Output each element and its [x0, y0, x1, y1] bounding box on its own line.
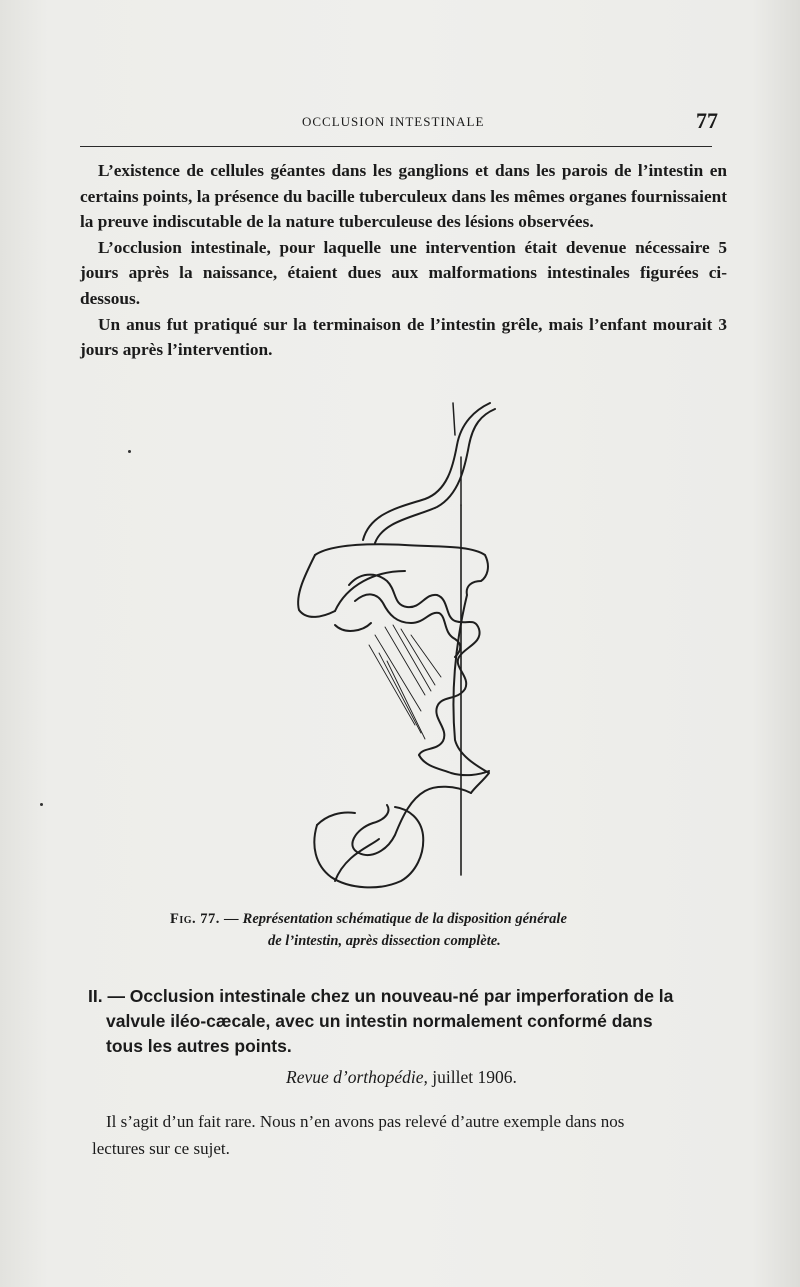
- cecum: [314, 807, 423, 887]
- running-title: OCCLUSION INTESTINALE: [302, 114, 485, 129]
- upper-tube: [363, 403, 490, 540]
- figure-caption: [170, 908, 670, 952]
- paragraph-1: L’existence de cellules géantes dans les ganglions et dans les parois de l’intestin en certains points, la présence du bacille tuberculeux dans les mêmes organes fournissaient la preuve indiscutable de la nature tuberculeuse des lésions observées.: [80, 161, 727, 232]
- heading-line-3: tous les autres points.: [106, 1036, 292, 1056]
- journal-name: Revue d’orthopédie,: [286, 1067, 428, 1087]
- figure-label: Fig. 77. —: [170, 911, 240, 927]
- paragraph-2: L’occlusion intestinale, pour laquelle une intervention était devenue nécessaire 5 jours après la naissance, étaient dues aux malformations intestinales figurées ci-dessous.: [80, 237, 727, 308]
- section-heading: [88, 984, 738, 1059]
- journal-date: juillet 1906.: [427, 1067, 517, 1087]
- source-citation: [286, 1067, 517, 1088]
- running-head: [80, 108, 720, 138]
- closing-line-2: lectures sur ce sujet.: [92, 1139, 230, 1158]
- print-speck: [40, 803, 43, 806]
- closing-paragraph: [92, 1108, 736, 1162]
- coiled-intestine: [349, 575, 480, 755]
- print-speck: [128, 450, 131, 453]
- caption-line-1: Représentation schématique de la disposition générale: [242, 911, 567, 927]
- page-number: 77: [696, 108, 718, 133]
- paragraph-3: Un anus fut pratiqué sur la terminaison de l’intestin grêle, mais l’enfant mourait 3 jours après l’intervention.: [80, 314, 727, 360]
- header-rule: [80, 146, 712, 147]
- body-text: [80, 158, 727, 363]
- intestine-illustration: [275, 395, 525, 905]
- closing-line-1: Il s’agit d’un fait rare. Nous n’en avons pas relevé d’autre exemple dans nos: [106, 1112, 625, 1131]
- heading-line-2: valvule iléo-cæcale, avec un intestin normalement conformé dans: [106, 1011, 653, 1031]
- caption-line-2: de l’intestin, après dissection complète.: [268, 933, 501, 949]
- heading-line-1: II. — Occlusion intestinale chez un nouveau-né par imperforation de la: [88, 986, 674, 1006]
- outer-loop: [315, 544, 489, 793]
- lower-loop: [419, 755, 489, 775]
